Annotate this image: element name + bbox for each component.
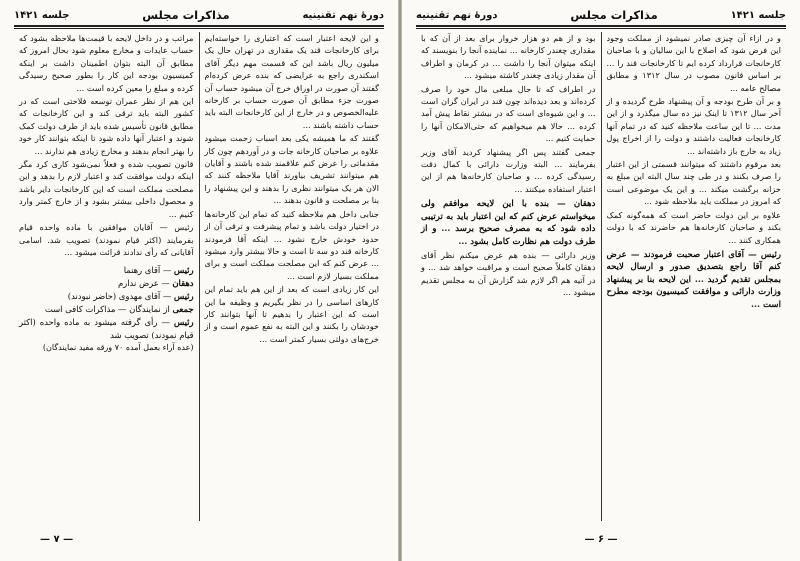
page-number: — ۶ — bbox=[584, 534, 618, 545]
paragraph: علاوه بر این دولت حاضر است که همه‌گونه کمک بکند و صاحبان کارخانه‌ها هم حاضرند که با دولت همکاری کنند ... bbox=[606, 209, 781, 245]
header-title: مذاکرات مجلس bbox=[570, 8, 658, 22]
text-columns bbox=[14, 32, 384, 521]
vote-note: (عده آراء بعمل آمده ۷۰ ورقه مفید نمایندگان) bbox=[42, 343, 194, 353]
paragraph: و این لایحه اعتبار است که اعتباری را خواسته‌ایم برای کارخانجات قند یک مقداری در تهران حال یک میلیون ریال باشد این که قسمت مهم دیگر آقای اسکندری راجع به عرایضی که بنده عرض کرده‌ام گفتند آن صورت در اوراق خرج آن میشود حساب آن صورت جزء مطابق آن صورت حساب بر کارخانه علیه‌الخصوص و در خارج از این کارخانجات البته باید حساب داشته باشند ... bbox=[204, 33, 379, 130]
right-page bbox=[402, 0, 800, 561]
paragraph: این هم از نظر عمران توسعه فلاحتی است که در کشور البته باید ترقی کند و این کارخانجات که مطابق قانون تأسیس شده باید از طرف دولت کمک شوند و اعتبار آنها داده شود تا اینکه بتوانند کار خود را بهتر انجام بدهند و مخارج زیادی هم ندارند ... bbox=[19, 96, 194, 156]
paragraph: دهقان — بنده با این لایحه موافقم ولی میخواستم عرض کنم که این اعتبار باید به ترتیبی داده شود که به مصرف صحیح برسد ... و از طرف دولت هم نظارت کامل بشود ... bbox=[421, 199, 596, 247]
paragraph: در اطراف که تا حال مبلغی مال خود را صرف کرده‌اند و بعد دیده‌اند چون قند در ایران گران است ... و این شیوه‌ای است که در بیشتر نقاط پیش آمد کرده ... حالا هم میخواهیم که حتی‌الامکان آنها را حمایت کنیم ... bbox=[421, 83, 596, 144]
column-divider bbox=[601, 32, 602, 521]
speaker-roster bbox=[19, 264, 194, 342]
header-period: دورهٔ نهم تقنینیه bbox=[416, 9, 498, 21]
page-header bbox=[416, 6, 786, 24]
left-page bbox=[0, 0, 398, 561]
column-left bbox=[14, 32, 199, 521]
column-left bbox=[416, 32, 601, 521]
paragraph: این کار زیادی است که بعد از این هم باید تمام این کارهای اساسی را در نظر بگیریم و وظیفه ما این است که این اعتبار را بدهیم تا آنها بتوانند کار خودشان را بکنند و این البته به نفع عموم است و از خرج‌های دولتی بسیار کمتر است ... bbox=[204, 284, 379, 344]
header-session: جلسه ۱۴۲۱ bbox=[14, 9, 70, 21]
column-right bbox=[602, 32, 787, 521]
text-columns bbox=[416, 32, 786, 521]
header-title: مذاکرات مجلس bbox=[142, 8, 230, 22]
paragraph: رئیس — آقایان موافقین با ماده واحده قیام بفرمایند (اکثر قیام نمودند) تصویب شد. اسامی آقایانی که رأی ندادند قرائت میشود ... bbox=[19, 222, 194, 257]
paragraph: بعد مرقوم داشتند که میتوانند قسمتی از این اعتبار را صرف بکنند و در طی چند سال البته این مبلغ به خزانه برگشت میکند ... و این یک موضوعی است که امروز در مملکت باید ملاحظه شود ... bbox=[606, 159, 781, 207]
header-rule-thin bbox=[14, 28, 384, 29]
header-rule-thin bbox=[416, 28, 786, 29]
paragraph: رئیس — آقای اعتبار صحبت فرمودند — عرض کنم آقا راجع بتصدیق صدور و ارسال لایحه بمجلس تقدیم گردید ... این لایحه بنا بر پیشنهاد وزارت دارائی و موافقت کمیسیون بودجه مطرح است ... bbox=[606, 249, 781, 310]
roster-item: رئیس — آقای مهدوی (حاضر نبودند) bbox=[67, 291, 194, 302]
paragraph: جمعی گفتند پس اگر پیشنهاد کردید آقای وزیر بفرمایند ... البته وزارت دارائی با کمال دقت رسیدگی کرده ... و صاحبان کارخانه‌ها هم از این اعتبار استفاده میکنند ... bbox=[421, 146, 596, 194]
paragraph: جنابی داخل هم ملاحظه کنید که تمام این کارخانه‌ها در اختیار دولت باشد و تمام پیشرفت و ترقی آن از حدود خودش خارج نشود ... اینکه آقا فرمودند کارخانه قند دو سه تا است و حالا بیشتر وارد میشود ... عرض کنم که این مصلحت مملکت است و برای مملکت بسیار لازم است ... bbox=[204, 208, 379, 281]
paragraph: و بر آن طرح بودجه و آن پیشنهاد طرح گردیده و از آخر سال ۱۳۱۲ تا اینک نیز ده سال میگذرد و از این مدت ... تا این ساعت ملاحظه کنید که در تمام آنها کارخانجات فعالیت داشتند و دولت را از اخراج پول زیاد به خارج باز داشته‌اند ... bbox=[606, 96, 781, 156]
header-rule bbox=[14, 25, 384, 27]
header-period: دورهٔ نهم تقنینیه bbox=[302, 9, 384, 21]
paragraph: گفتند که ما همیشه یکی بعد اسباب زحمت میشود علاوه بر صاحبان کارخانه جات و در آوردهم چون کار مقدماتی را عرض کنم علاقمند شده باشند و آقایان هم میتوانند تشریف بیاورند آقایا ملاحظه کنند که الان هر یک میتوانند نظری را بدهند و این پیشنهاد را بنا بر مصلحت و قانون بدهند ... bbox=[204, 133, 379, 206]
roster-item: رئیس — آقای رهنما bbox=[123, 265, 194, 276]
header-rule bbox=[416, 25, 786, 27]
page-header bbox=[14, 6, 384, 24]
roster-item: جمعی از نمایندگان — مذاکرات کافی است bbox=[44, 304, 194, 315]
page-number: — ۷ — bbox=[40, 534, 74, 545]
column-right bbox=[200, 32, 385, 521]
paragraph: قانون تصویب شده و فعلاً نمی‌شود کاری کرد مگر اینکه دولت موافقت کند و اعتبار لازم را بدهد و این مصلحت مملکت است که این کارخانجات دایر باشد و محصول داخلی بیشتر بشود و از خارج کمتر وارد کنیم ... bbox=[19, 159, 194, 219]
paragraph: بود و از هم دو هزار خروار برای بعد از آن که با مقداری چغندر کارخانه ... نماینده آنجا را بنویسند که اینکه میتوان آنجا را داشت ... در کرمان و اطراف آن مقدار زیادی چغندر کاشته میشود ... bbox=[421, 33, 596, 81]
roster-item: دهقان — عرض ندارم bbox=[118, 278, 194, 289]
column-divider bbox=[199, 32, 200, 521]
header-session: جلسه ۱۴۲۱ bbox=[730, 9, 786, 21]
paragraph: وزیر دارائی — بنده هم عرض میکنم نظر آقای دهقان کاملاً صحیح است و مراقبت خواهد شد ... و در آتیه هم اگر لازم شد گزارش آن به مجلس تقدیم میشود ... bbox=[421, 249, 596, 298]
roster-item: رئیس — رأی گرفته میشود به ماده واحده (اکثر قیام نمودند) تصویب شد bbox=[19, 317, 194, 341]
paragraph: و در ازاء آن چیزی صادر نمیشود از مملکت وجود این فرض شود که اصلاح با این سالیان و با صاحبان کارخانجات قرارداد کرده ایم تا کارخانجات قند را ... بر اساس قانون مصوب در سال ۱۳۱۲ و مطابق مصالح عامه ... bbox=[606, 33, 781, 93]
paragraph: مراتب و در داخل لایحه با قیمت‌ها ملاحظه بشود که حساب عایدات و مخارج معلوم شود بحال امروز که مطابق آن البته بتوان اطمینان داشت بر اینکه کمیسیون بودجه این کار را بطور صحیح رسیدگی کرده و مبلغ را معین کرده است ... bbox=[19, 33, 194, 93]
